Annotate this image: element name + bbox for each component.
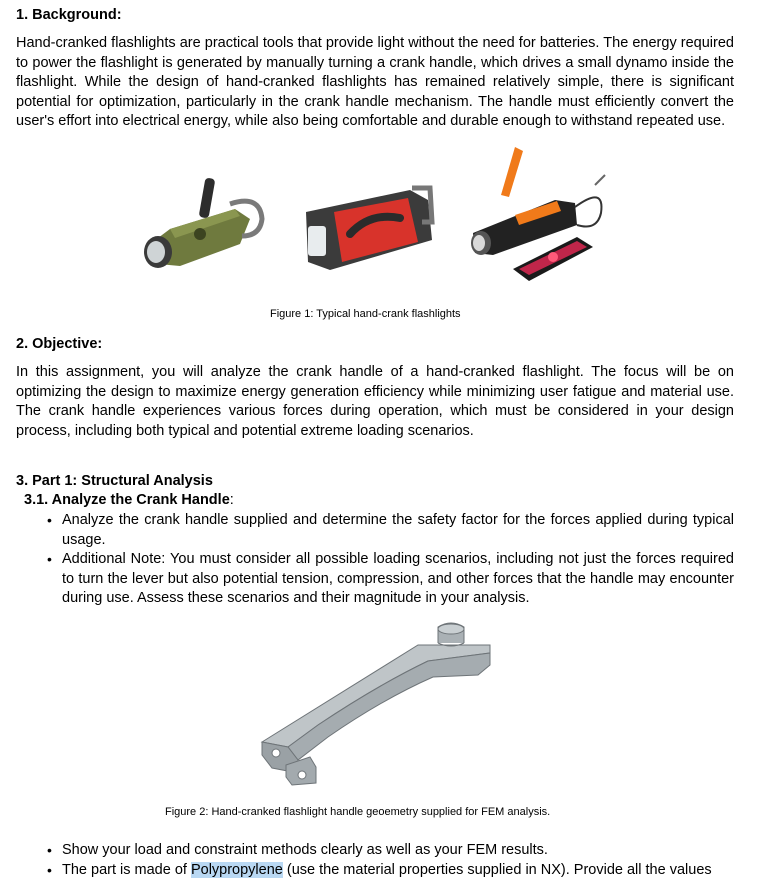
bullet-text: Additional Note: You must consider all possible loading scenarios, including not just the forces required to turn the lever but also potential tension, compression, and other forces that the handle may encounter during use. Assess these scenarios and their magnitude in your analysis. — [62, 551, 734, 607]
bullet-text-prefix: The part is made of — [62, 861, 191, 878]
list-item: • Additional Note: You must consider all possible loading scenarios, including not just the forces required to turn the lever but also potential tension, compression, and other forces that the handle may encounter during use. Assess these scenarios and their magnitude in your analysis. — [47, 551, 734, 607]
olive-crank-flashlight-image — [140, 174, 270, 274]
section-3-1-heading — [24, 491, 234, 509]
analysis-bullet-list — [47, 511, 734, 609]
section-3-1-title: 3.1. Analyze the Crank Handle — [24, 492, 230, 508]
figure-1-caption: Figure 1: Typical hand-crank flashlights — [270, 308, 461, 320]
bullet-text: Show your load and constraint methods clearly as well as your FEM results. — [62, 842, 548, 858]
background-paragraph: Hand-cranked flashlights are practical tools that provide light without the need for batteries. The energy required to power the flashlight is generated by manually turning a crank handle, which drives a small dynamo inside the flashlight. While the design of hand-cranked flashlights has remained relatively simple, there is significant potential for optimization, particularly in the crank handle mechanism. The handle must efficiently convert the user's effort into electrical energy, while also being comfortable and durable enough to withstand repeated use. — [16, 35, 734, 130]
highlighted-material-name: Polypropylene — [190, 861, 283, 878]
crank-handle-geometry-image — [258, 625, 498, 790]
objective-paragraph: In this assignment, you will analyze the crank handle of a hand-cranked flashlight. The focus will be on optimizing the design to maximize energy generation efficiency while minimizing user fatigue and material use. The crank handle experiences various forces during operation, which must be considered in your design process, including both typical and potential extreme loading scenarios. — [16, 364, 734, 439]
section-3-1-colon: : — [229, 492, 234, 508]
list-item: • Analyze the crank handle supplied and determine the safety factor for the forces applied during typical usage. — [47, 512, 734, 548]
section-3-heading: 3. Part 1: Structural Analysis — [16, 473, 213, 489]
list-item: • The part is made of Polypropylene (use the material properties supplied in NX). Provide all the values — [47, 861, 712, 878]
methods-bullet-list — [47, 841, 734, 880]
figure-2-caption: Figure 2: Hand-cranked flashlight handle geoemetry supplied for FEM analysis. — [165, 806, 551, 818]
orange-crank-flashlight-with-phone-image — [465, 145, 615, 295]
bullet-text-suffix: (use the material properties supplied in NX). Provide all the values — [282, 861, 712, 878]
list-item: • Show your load and constraint methods clearly as well as your FEM results. — [47, 842, 548, 858]
bullet-text: Analyze the crank handle supplied and determine the safety factor for the forces applied during typical usage. — [62, 512, 734, 548]
red-crank-flashlight-image — [300, 182, 440, 274]
section-1-heading: 1. Background: — [16, 7, 122, 23]
section-2-heading: 2. Objective: — [16, 336, 103, 352]
